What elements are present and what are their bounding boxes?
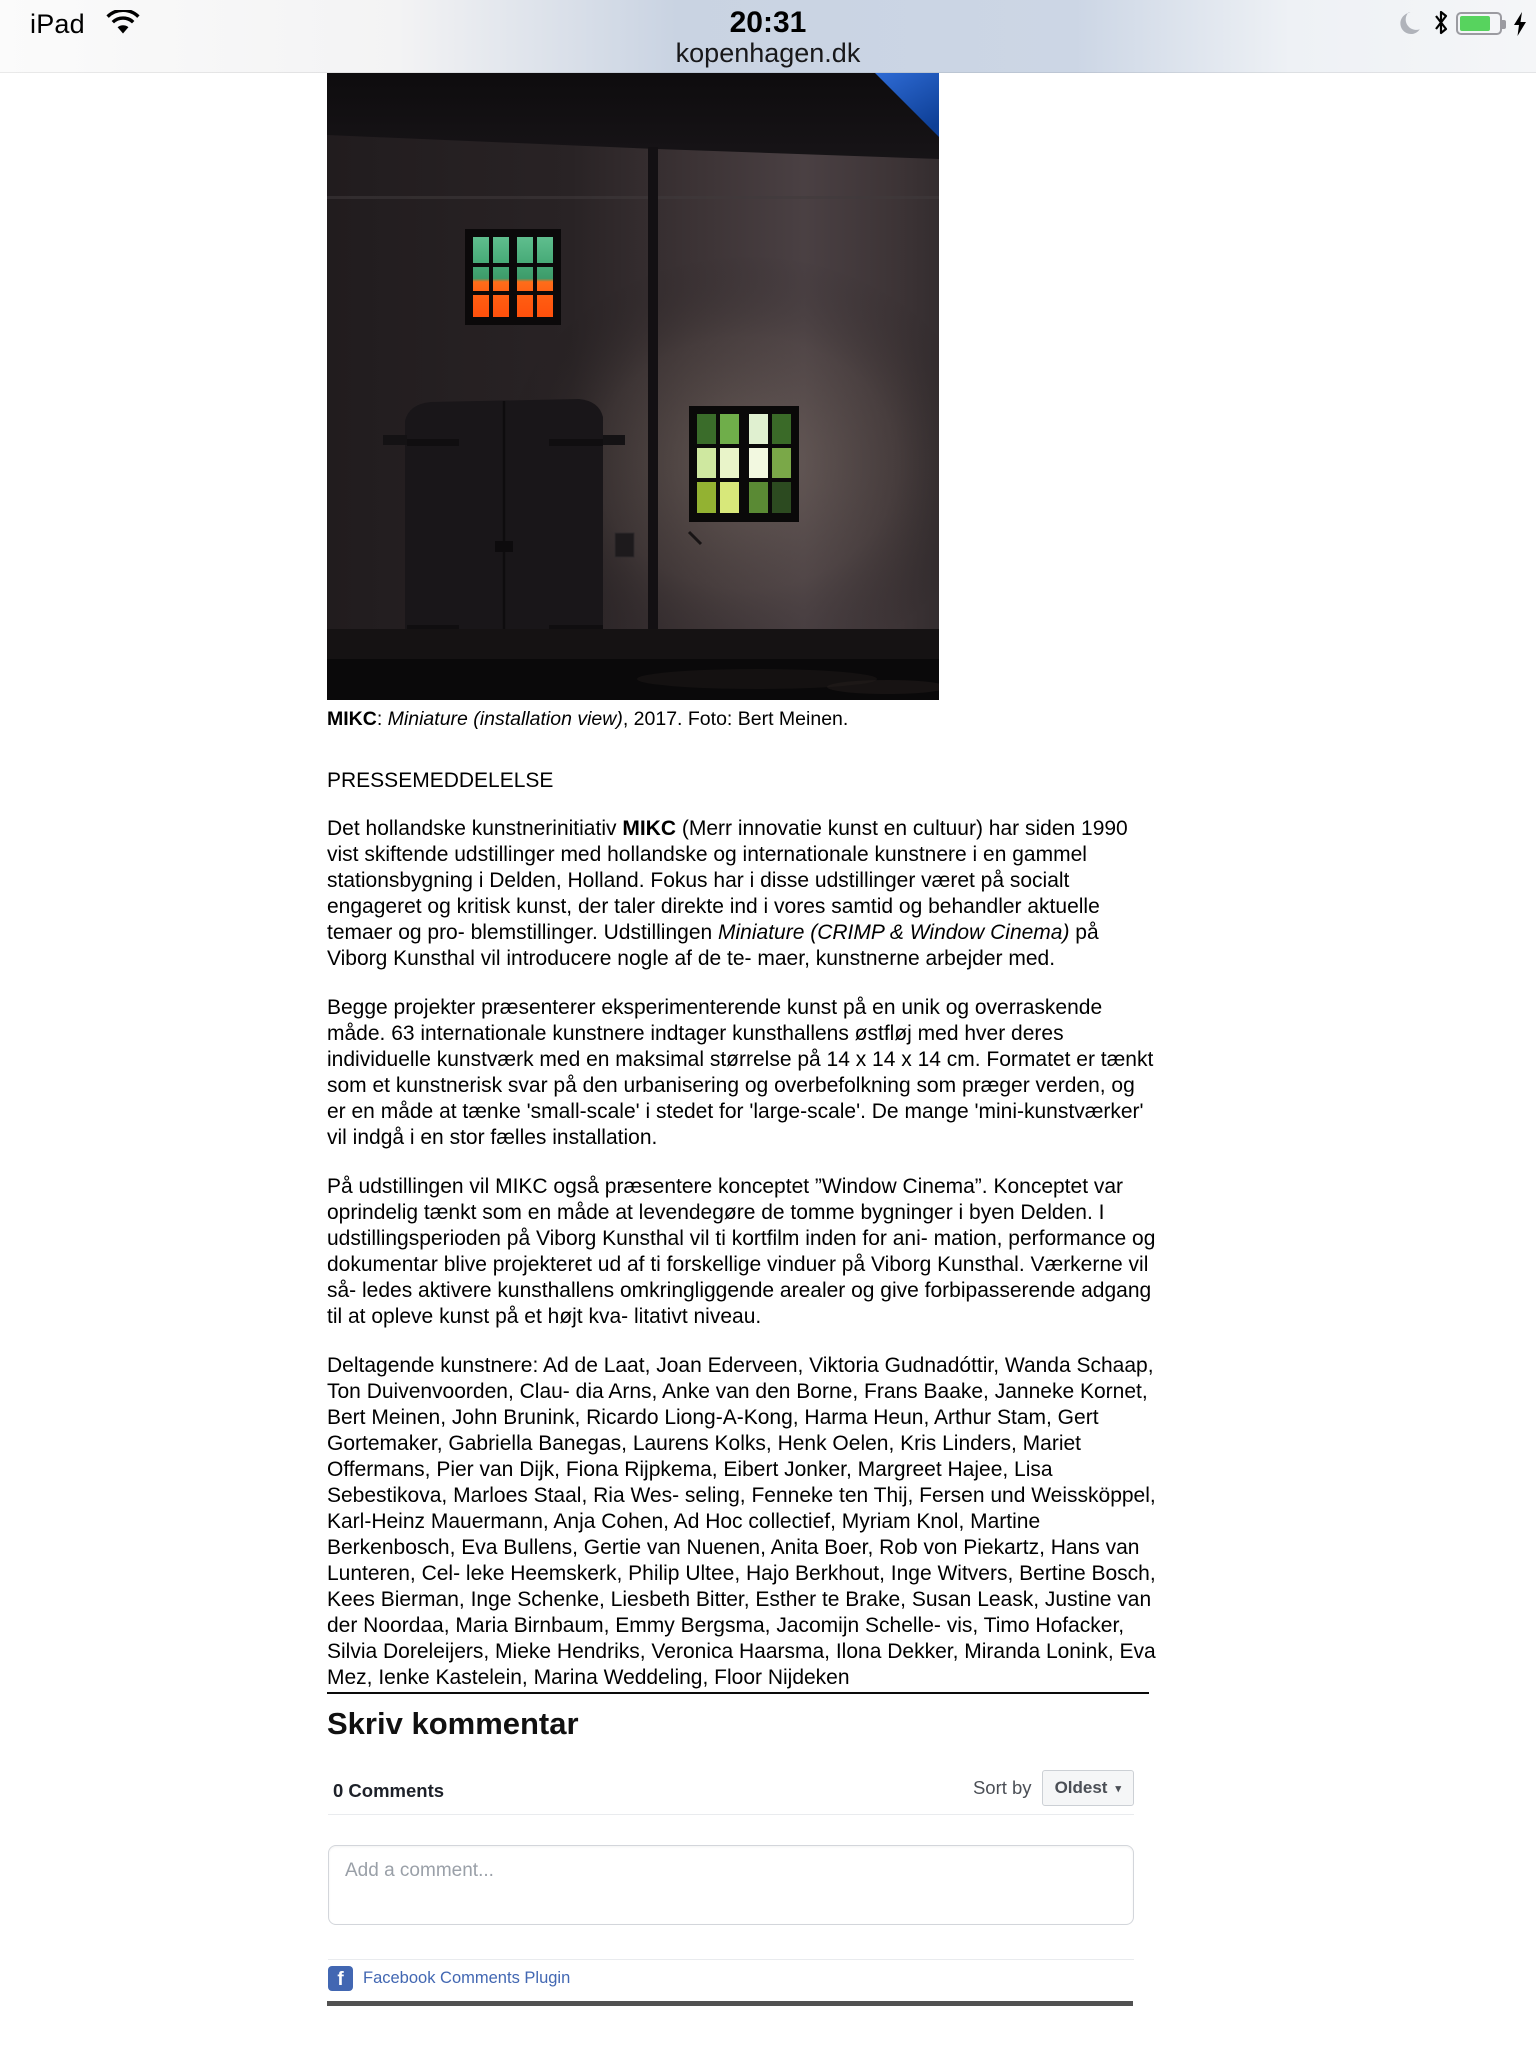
facebook-plugin-row [328, 1966, 570, 1991]
battery-icon [1456, 12, 1502, 35]
facebook-plugin-link[interactable]: Facebook Comments Plugin [363, 1969, 571, 1987]
paragraph-intro: Det hollandske kunstnerinitiativ MIKC (Merr innovatie kunst en cultuur) har siden 1990 vist skiftende udstillinger med hollandske og internationale kunstnere i en gammel stationsbygning i Delden, Holland. Fokus har i disse udstillinger været på socialt engageret og kritisk kunst, der taler direkte ind i vores samtid og behandler aktuelle temaer og pro- blemstillinger. Udstillingen Miniature (CRIMP & Window Cinema) på Viborg Kunsthal vil introducere nogle af de te- maer, kunstnerne arbejder med. [327, 817, 1128, 971]
paragraph-window-cinema: På udstillingen vil MIKC også præsentere konceptet ”Window Cinema”. Konceptet var oprindelig tænkt som en måde at levendegøre de tomme bygninger i byen Delden. I udstillingsperioden på Viborg Kunsthal vil ti kortfilm inden for ani- mation, performance og dokumentar blive projekteret ud af ti forskellige vinduer på Viborg Kunsthal. Værkerne vil så- ledes aktivere kunsthallens omkringliggende arealer og give forbipasserende adgang til at opleve kunst på et højt kva- litativt niveau. [327, 1175, 1156, 1329]
facebook-icon: f [328, 1966, 353, 1991]
page-bottom-rule [327, 2001, 1133, 2006]
installation-photo [327, 73, 939, 700]
caption-artist: MIKC [327, 708, 377, 730]
comment-input-wrapper [328, 1845, 1134, 1925]
paragraph-artist-list: Deltagende kunstnere: Ad de Laat, Joan Ederveen, Viktoria Gudnadóttir, Wanda Schaap, Ton Duivenvoorden, Clau- dia Arns, Anke van den Borne, Frans Baake, Janneke Kornet, Bert Meinen, John Brunink, Ricardo Liong-A-Kong, Harma Heun, Arthur Stam, Gert Gortemaker, Gabriella Banegas, Laurens Kolks, Henk Oelen, Kris Linders, Mariet Offermans, Pier van Dijk, Fiona Rijpkema, Eibert Jonker, Margreet Hajee, Lisa Sebestikova, Marloes Staal, Ria Wes- seling, Fenneke ten Thij, Fersen und Weissköppel, Karl-Heinz Mauermann, Anja Cohen, Ad Hoc collectief, Myriam Knol, Martine Berkenbosch, Eva Bullens, Gertie van Nuenen, Anita Boer, Rob von Piekartz, Hans van Lunteren, Cel- leke Heemskerk, Philip Ultee, Hajo Berkhout, Inge Witvers, Bertine Bosch, Kees Bierman, Inge Schenke, Liesbeth Bitter, Esther te Brake, Susan Leask, Justine van der Noordaa, Maria Birnbaum, Emmy Bergsma, Jacomijn Schelle- vis, Timo Hofacker, Silvia Doreleijers, Mieke Hendriks, Veronica Haarsma, Ilona Dekker, Miranda Lonink, Eva Mez, Ienke Kastelein, Marina Weddeling, Floor Nijdeken [327, 1354, 1156, 1690]
paragraph-projects: Begge projekter præsenterer eksperimenterende kunst på en unik og overraskende måde. 63 internationale kunstnere indtager kunsthallens østfløj med hver deres individuelle kunstværk med en maksimal størrelse på 14 x 14 x 14 cm. Formatet er tænkt som et kunstnerisk svar på den urbanisering og overbefolkning som præger verden, og er en måde at tænke 'small-scale' i stedet for 'large-scale'. De mange 'mini-kunstværker' vil indgå i en stor fælles installation. [327, 996, 1154, 1150]
comments-divider-top [328, 1814, 1134, 1815]
photo-caption: MIKC: Miniature (installation view), 2017. Foto: Bert Meinen. [327, 708, 849, 730]
chevron-down-icon: ▾ [1115, 1782, 1121, 1795]
safari-top-bar [0, 0, 1536, 73]
sort-by-label: Sort by [972, 1777, 1032, 1798]
charging-bolt-icon [1512, 11, 1528, 42]
article-column [327, 73, 1159, 1691]
sort-by-group [973, 1770, 1134, 1806]
comments-header-row [328, 1770, 1134, 1812]
press-release-kicker: PRESSEMEDDELELSE [327, 769, 554, 793]
do-not-disturb-moon-icon [1396, 10, 1422, 41]
carrier-label: iPad [30, 9, 85, 39]
caption-title: Miniature (installation view) [387, 708, 623, 730]
comments-count: 0 Comments [333, 1780, 445, 1801]
status-clock: 20:31 [729, 6, 807, 39]
sort-order-dropdown[interactable]: Oldest ▾ [1042, 1770, 1134, 1806]
comments-heading: Skriv kommentar [327, 1706, 579, 1741]
comment-input[interactable] [329, 1846, 1133, 1924]
comments-divider-bottom [328, 1959, 1134, 1960]
url-bar[interactable]: kopenhagen.dk [675, 38, 861, 68]
section-divider [327, 1692, 1149, 1694]
bluetooth-icon [1432, 8, 1450, 43]
